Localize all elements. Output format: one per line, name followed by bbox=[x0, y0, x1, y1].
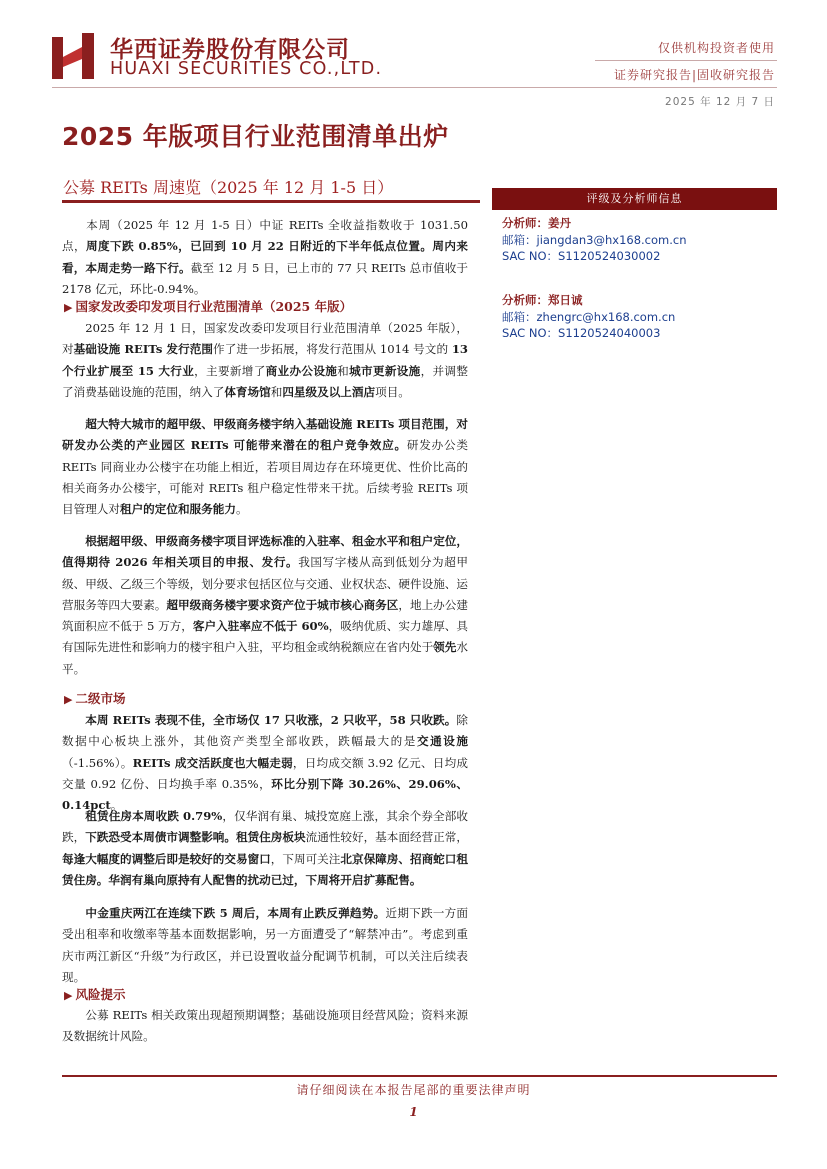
text-run: 北京保障房、招商蛇口租赁住房。华润有巢向原持有人配售的扰动已过，下周将开启扩募配售。 bbox=[62, 851, 468, 887]
text-run: 。 bbox=[235, 502, 248, 517]
report-type: 证券研究报告|固收研究报告 bbox=[613, 68, 775, 82]
text-run: ，主要新增了 bbox=[194, 363, 266, 378]
analyst-email[interactable]: 邮箱：jiangdan3@hx168.com.cn bbox=[502, 233, 687, 247]
text-run: 。 bbox=[110, 798, 123, 813]
text-run: 作了进一步拓展，将发行范围从 1014 号文的 bbox=[213, 342, 452, 357]
text-run: 根据超甲级、甲级商务楼宇项目评选标准的入驻率、租金水平和租户定位，值得期待 2026 年相关项目的申报、发行。 bbox=[62, 534, 468, 570]
risk-paragraph bbox=[62, 1005, 468, 1048]
text-run: 每逢大幅度的调整后即是较好的交易窗口 bbox=[62, 851, 271, 866]
text-run: 城市更新设施 bbox=[349, 363, 421, 378]
page-title: 2025 年版项目行业范围清单出炉 bbox=[62, 122, 449, 151]
chongqing-paragraph bbox=[62, 903, 468, 988]
text-run: 领先 bbox=[433, 640, 457, 655]
text-run: 项目。 bbox=[375, 384, 410, 399]
text-run: 截至 12 月 5 日，已上市的 77 只 REITs 总市值收于 2178 亿元，环比-0.94%。 bbox=[62, 260, 468, 296]
text-run: 体育场馆 bbox=[224, 384, 271, 399]
text-run: 环比分别下降 30.26%、29.06%、0.14pct bbox=[62, 776, 468, 813]
office-impact-paragraph bbox=[62, 414, 468, 520]
text-run: （-1.56%）。 bbox=[62, 755, 133, 770]
legal-disclaimer: 请仔细阅读在本报告尾部的重要法律声明 bbox=[296, 1083, 531, 1097]
analyst-name: 分析师：姜丹 bbox=[502, 216, 571, 230]
rental-housing-paragraph bbox=[62, 806, 468, 891]
text-run: 除数据中心板块上涨外，其他资产类型全部收跌，跌幅最大的是 bbox=[62, 713, 468, 749]
analyst-sac: SAC NO：S1120524030002 bbox=[502, 249, 661, 263]
text-run: ，并调整了消费基础设施的范围，纳入了 bbox=[62, 363, 468, 399]
triangle-bullet-icon: ▶ bbox=[64, 693, 73, 706]
text-run: 13 个行业扩展至 15 大行业 bbox=[62, 342, 468, 378]
analyst-name: 分析师：郑日诚 bbox=[502, 293, 583, 307]
summary-paragraph bbox=[62, 215, 468, 300]
analyst-sac: SAC NO：S1120524040003 bbox=[502, 326, 661, 340]
text-run: 2025 年 12 月 1 日，国家发改委印发项目行业范围清单（2025 年版），对 bbox=[62, 321, 468, 357]
section-heading: ▶ 二级市场 bbox=[64, 691, 126, 706]
text-run: 周度下跌 0.85%，已回到 10 月 22 日附近的下半年低点位置。周内来看，本周走势一路下行。 bbox=[62, 239, 468, 275]
text-run: 本周（2025 年 12 月 1-5 日）中证 REITs 全收益指数收于 1031.50 点， bbox=[62, 218, 468, 254]
company-name-en: HUAXI SECURITIES CO.,LTD. bbox=[110, 59, 383, 79]
text-run: ，仅华润有巢、城投宽庭上涨，其余个券全部收跌， bbox=[62, 809, 468, 845]
text-run: ，地上办公建筑面积应不低于 5 万方， bbox=[62, 597, 468, 634]
text-run: 研发办公类 REITs 同商业办公楼宇在功能上相近，若项目周边存在环境更优、性价比高的相关商务办公楼宇，可能对 REITs 租户稳定性带来干扰。后续考验 REITs 项目管理人对 bbox=[62, 438, 468, 517]
huaxi-logo-icon bbox=[52, 33, 94, 79]
text-run: 和 bbox=[337, 363, 350, 378]
text-run: 本周 REITs 表现不佳，全市场仅 17 只收涨，2 只收平，58 只收跌。 bbox=[85, 713, 457, 727]
report-date: 2025 年 12 月 7 日 bbox=[665, 96, 775, 108]
text-run: 超大特大城市的超甲级、甲级商务楼宇纳入基础设施 REITs 项目范围，对研发办公类的产业园区 REITs 可能带来潜在的租户竞争效应。 bbox=[62, 417, 468, 453]
text-run: ，吸纳优质、实力雄厚、具有国际先进性和影响力的楼宇租户入驻，平均租金或纳税额应在省内处于 bbox=[62, 619, 469, 655]
text-run: ，日均成交额 3.92 亿元、日均成交量 0.92 亿份、日均换手率 0.35%， bbox=[62, 755, 468, 791]
footer-divider bbox=[62, 1075, 777, 1077]
text-run: 中金重庆两江在连续下跌 5 周后，本周有止跌反弹趋势。 bbox=[85, 906, 386, 920]
market-paragraph bbox=[62, 710, 468, 816]
audience-note: 仅供机构投资者使用 bbox=[657, 41, 775, 55]
text-run: 下跌恐受本周债市调整影响。租赁住房板块 bbox=[85, 830, 306, 845]
section-heading: ▶ 国家发改委印发项目行业范围清单（2025 年版） bbox=[64, 299, 353, 314]
text-run: 商业办公设施 bbox=[265, 363, 338, 378]
text-run: 租户的定位和服务能力 bbox=[119, 502, 236, 517]
text-run: 四星级及以上酒店 bbox=[282, 384, 376, 399]
text-run: 流通性较好，基本面经营正常， bbox=[305, 830, 468, 845]
subtitle-underline bbox=[62, 200, 480, 203]
header-divider bbox=[595, 60, 777, 61]
text-run: 水平。 bbox=[62, 640, 468, 676]
text-run: 超甲级商务楼宇要求资产位于城市核心商务区 bbox=[166, 597, 399, 612]
triangle-bullet-icon: ▶ bbox=[64, 989, 73, 1002]
text-run: 基础设施 REITs 发行范围 bbox=[73, 342, 214, 357]
policy-paragraph bbox=[62, 318, 468, 403]
company-name-cn: 华西证券股份有限公司 bbox=[110, 37, 350, 63]
office-standard-paragraph bbox=[62, 531, 468, 680]
text-run: 客户入驻率应不低于 60% bbox=[192, 619, 329, 634]
text-run: 公募 REITs 相关政策出现超预期调整；基础设施项目经营风险；资料来源及数据统计风险。 bbox=[62, 1008, 468, 1044]
page-number: 1 bbox=[409, 1105, 418, 1119]
text-run: ，下周可关注 bbox=[270, 851, 341, 866]
text-run: 和 bbox=[270, 384, 283, 399]
analyst-info-heading: 评级及分析师信息 bbox=[492, 188, 777, 210]
page-subtitle: 公募 REITs 周速览（2025 年 12 月 1-5 日） bbox=[63, 178, 394, 197]
triangle-bullet-icon: ▶ bbox=[64, 301, 73, 314]
text-run: 交通设施 bbox=[416, 734, 468, 749]
text-run: 近期下跌一方面受出租率和收缴率等基本面数据影响，另一方面遭受了“解禁冲击”。考虑到重庆市两江新区“升级”为行政区，并已设置收益分配调节机制，可以关注后续表现。 bbox=[62, 906, 468, 984]
section-heading: ▶ 风险提示 bbox=[64, 987, 126, 1002]
text-run: 租赁住房本周收跌 0.79% bbox=[85, 809, 223, 823]
text-run: REITs 成交活跃度也大幅走弱 bbox=[132, 755, 293, 770]
text-run: 我国写字楼从高到低划分为超甲级、甲级、乙级三个等级，划分要求包括区位与交通、业权状态、硬件设施、运营服务等四大要素。 bbox=[62, 555, 468, 612]
analyst-email[interactable]: 邮箱：zhengrc@hx168.com.cn bbox=[502, 310, 676, 324]
header-divider bbox=[52, 87, 777, 88]
